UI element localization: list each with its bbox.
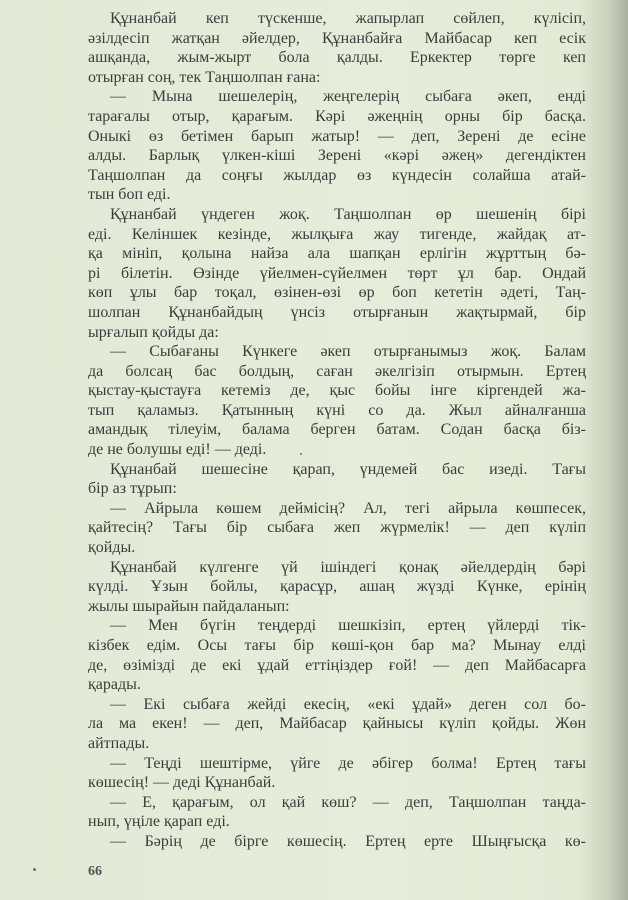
text-line: көп ұлы бар тоқал, өзінен-өзі өр боп кететін әдеті, Таң- bbox=[88, 284, 586, 302]
text-line: амандық тілеуім, балама берген батам. Содан басқа біз- bbox=[88, 421, 586, 439]
text-line: қыстау-қыстауға кетеміз де, қыс бойы інге кіргендей жа- bbox=[88, 382, 586, 400]
text-line: Құнанбай күлгенге үй ішіндегі қонақ әйелдердің бәрі bbox=[110, 558, 586, 576]
text-line: кізбек едім. Осы тағы бір көші-қон бар ма? Мынау елді bbox=[88, 637, 586, 654]
text-line: тарағалы отыр, қарағым. Кәрі әжеңнің орны бір басқа. bbox=[88, 107, 586, 125]
text-line: тын боп еді. bbox=[88, 186, 171, 204]
text-line: — Е, қарағым, ол қай көш? — деп, Таңшолпан таңда- bbox=[110, 793, 586, 811]
text-line: қа мініп, қолына найза ала шапқан ерлігін жұрттың бә- bbox=[88, 245, 586, 263]
text-line: еді. Келіншек кезінде, жылқыға жау тигенде, жайдақ ат- bbox=[88, 225, 586, 243]
text-line: әзілдесіп жатқан әйелдер, Құнанбайға Майбасар кеп есік bbox=[88, 29, 586, 47]
text-line: қойды. bbox=[88, 539, 136, 557]
text-line: да болсаң бас болдың, саған әкелгізіп отырмын. Ертең bbox=[88, 362, 586, 380]
text-line: тып қаламыз. Қатынның күні со да. Жыл айналғанша bbox=[88, 401, 586, 419]
page-number: 66 bbox=[88, 864, 102, 879]
scan-speck bbox=[33, 868, 36, 871]
text-line: — Сыбағаны Күнкеге әкеп отырғанымыз жоқ. Балам bbox=[110, 343, 586, 361]
text-line: нып, үңіле қарап еді. bbox=[88, 813, 230, 831]
text-line: айтпады. bbox=[88, 734, 150, 752]
text-line: шолпан Құнанбайдың үнсіз отырғанын жақтырмай, бір bbox=[88, 303, 586, 321]
text-line: Құнанбай шешесіне қарап, үндемей бас изеді. Тағы bbox=[110, 460, 586, 478]
text-line: Құнанбай кеп түскенше, жапырлап сөйлеп, күлісіп, bbox=[110, 10, 586, 27]
text-line: отырған соң, тек Таңшолпан ғана: bbox=[88, 68, 321, 86]
text-line: ашқанда, жым-жырт бола қалды. Еркектер төрге кеп bbox=[88, 49, 586, 67]
scan-speck bbox=[300, 453, 302, 455]
text-line: Құнанбай үндеген жоқ. Таңшолпан өр шешенің бірі bbox=[110, 205, 586, 223]
text-line: рі білетін. Өзінде үйелмен-сүйелмен төрт ұл бар. Ондай bbox=[88, 264, 586, 282]
text-line: ырғалып қойды да: bbox=[88, 323, 219, 341]
text-line: де не болушы еді! — деді. bbox=[88, 441, 267, 459]
text-line: ла ма екен! — деп, Майбасар қайнысы күліп қойды. Жөн bbox=[88, 715, 586, 733]
book-page-text bbox=[88, 9, 586, 852]
text-line: — Мына шешелерің, жеңгелерің сыбаға әкеп, енді bbox=[110, 88, 586, 106]
text-line: көшесің! — деді Құнанбай. bbox=[88, 774, 276, 792]
text-line: Оныкі өз бетімен барып жатыр! — деп, Зерені де есіне bbox=[88, 127, 586, 145]
text-line: — Екі сыбаға жейді екесің, «екі ұдай» деген сол бо- bbox=[110, 695, 586, 713]
text-line: — Айрыла көшем деймісің? Ал, тегі айрыла көшпесек, bbox=[110, 499, 586, 517]
text-line: қайтесің? Тағы бір сыбаға жеп жүрмелік! — деп күліп bbox=[88, 519, 586, 537]
text-line: — Бәрің де бірге көшесің. Ертең ерте Шыңғысқа кө- bbox=[110, 832, 586, 850]
text-line: алды. Барлық үлкен-кіші Зерені «кәрі әжең» дегендіктен bbox=[88, 147, 586, 165]
text-line: бір аз тұрып: bbox=[88, 480, 177, 498]
text-line: қарады. bbox=[88, 676, 141, 694]
text-line: — Теңді шештірме, үйге де әбігер болма! Ертең тағы bbox=[110, 754, 586, 772]
text-line: Таңшолпан да соңғы жылдар өз күндесін солайша атай- bbox=[88, 166, 586, 184]
text-line: де, өзімізді де екі ұдай еттіңіздер ғой! — деп Майбасарға bbox=[88, 656, 586, 674]
text-line: — Мен бүгін теңдерді шешкізіп, ертең үйлерді тік- bbox=[110, 617, 586, 635]
text-line: жылы шырайын пайдаланып: bbox=[88, 597, 290, 615]
text-line: күлді. Ұзын бойлы, қарасұр, ашаң жүзді Күнке, ерінің bbox=[88, 578, 586, 596]
